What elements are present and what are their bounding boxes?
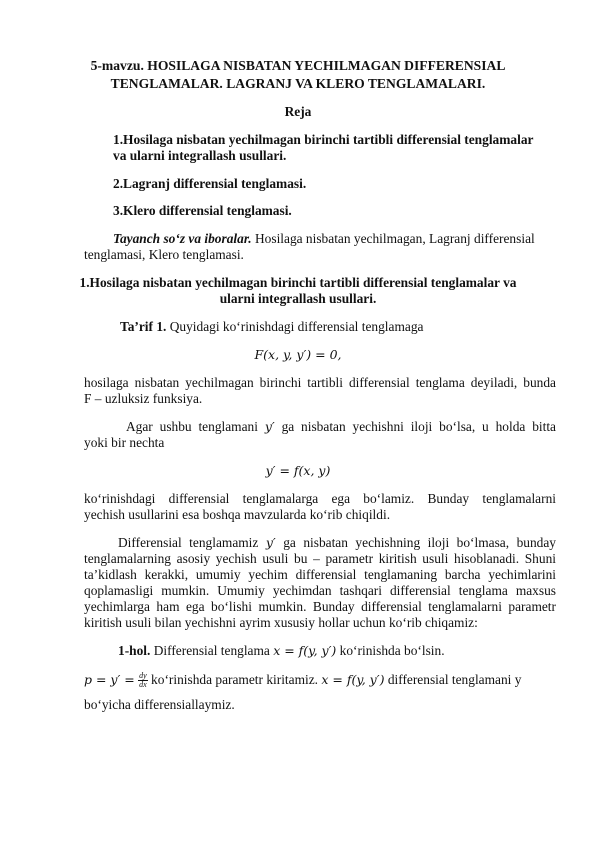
para-3-pre: Differensial tenglamamiz	[118, 535, 266, 550]
para-2-pre: Agar ushbu tenglamani	[126, 419, 265, 434]
param-end-text: differensial tenglamani y	[384, 672, 522, 687]
para-3-line-6: kiritish usuli bilan yechishni ayrim xususiy hollar uchun ko‘rib chiqamiz:	[84, 615, 478, 630]
para-2-post: ga nisbatan yechishni iloji bo‘lsa, u holda bitta	[274, 419, 556, 434]
para-2-after-line-2: yechish usullarini esa boshqa mavzularda ko‘rib chiqildi.	[84, 507, 391, 522]
plan-item-2: 2.Lagranj differensial tenglamasi.	[113, 176, 307, 191]
keywords-line-2: tenglamasi, Klero tenglamasi.	[84, 247, 244, 262]
para-2-line-1	[126, 419, 556, 435]
case-1-line-2: bo‘yicha differensiallaymiz.	[84, 697, 235, 712]
para-2-formula: y′ = f(x, y)	[265, 463, 331, 478]
title-line-1: 5-mavzu. HOSILAGA NISBATAN YECHILMAGAN DIFFERENSIAL	[90, 58, 506, 73]
dy-dx-fraction	[138, 672, 148, 689]
section-1-heading-line-2: ularni integrallash usullari.	[219, 291, 377, 306]
fraction-numerator: dy	[139, 671, 147, 681]
para-2-var: y′	[264, 419, 275, 434]
case-1-label: 1-hol.	[118, 643, 151, 658]
para-3-line-1	[118, 535, 556, 551]
para-3-line-5: yechimlarga ham ega bo‘lishi mumkin. Bunday differensial tenglamalarni parametr	[84, 599, 556, 614]
definition-label: Ta’rif 1.	[120, 319, 167, 334]
plan-item-1-line-2: va ularni integrallash usullari.	[113, 148, 287, 163]
definition-text: Quyidagi ko‘rinishdagi differensial tenglamaga	[166, 319, 424, 334]
param-formula-2: x = f(y, y′)	[321, 672, 385, 687]
para-3-post: ga nisbatan yechishning iloji bo‘lmasa, bunday	[275, 535, 556, 550]
keywords-label: Tayanch so‘z va iboralar.	[113, 231, 252, 246]
plan-item-1-line-1: 1.Hosilaga nisbatan yechilmagan birinchi tartibli differensial tenglamalar	[113, 132, 534, 147]
keywords-text-1: Hosilaga nisbatan yechilmagan, Lagranj differensial	[251, 231, 535, 246]
para-3-line-4: qoplamasligi mumkin. Umumiy yechimdan tashqari differensial tenglama maxsus	[84, 583, 556, 598]
para-2-after-line-1: ko‘rinishdagi differensial tenglamalarga ega bo‘lamiz. Bunday tenglamalarni	[84, 491, 556, 506]
para-3-line-3: ta’kidlash kerakki, umumiy yechim differensial tenglamaning barcha yechimlarini	[84, 567, 556, 582]
case-1-formula: x = f(y, y′)	[273, 643, 337, 658]
fraction-denominator: dx	[139, 680, 147, 690]
section-1-heading-line-1: 1.Hosilaga nisbatan yechilmagan birinchi tartibli differensial tenglamalar va	[79, 275, 517, 290]
param-mid-text: ko‘rinishda parametr kiritamiz.	[147, 672, 322, 687]
case-1-post: ko‘rinishda bo‘lsin.	[336, 643, 445, 658]
case-1-pre: Differensial tenglama	[150, 643, 274, 658]
title-line-2: TENGLAMALAR. LAGRANJ VA KLERO TENGLAMALARI.	[110, 76, 486, 91]
plan-heading: Reja	[284, 104, 312, 119]
definition-after-line-1: hosilaga nisbatan yechilmagan birinchi tartibli differensial tenglama deyiladi, bunda	[84, 375, 556, 390]
para-2-line-2: yoki bir nechta	[84, 435, 165, 450]
param-formula: p = y′ =	[84, 672, 135, 687]
case-1-param-line	[84, 669, 521, 691]
para-3-var: y′	[265, 535, 276, 550]
case-1-line	[118, 643, 445, 659]
keywords-line-1	[113, 231, 535, 247]
para-3-line-2: tenglamalarning asosiy yechish usuli bu – parametr kiritish usuli hisoblanadi. Shuni	[84, 551, 556, 566]
definition-line	[120, 319, 423, 335]
definition-formula: F(x, y, y′) = 0,	[254, 347, 342, 362]
plan-item-3: 3.Klero differensial tenglamasi.	[113, 203, 292, 218]
definition-after-line-2: F – uzluksiz funksiya.	[84, 391, 203, 406]
